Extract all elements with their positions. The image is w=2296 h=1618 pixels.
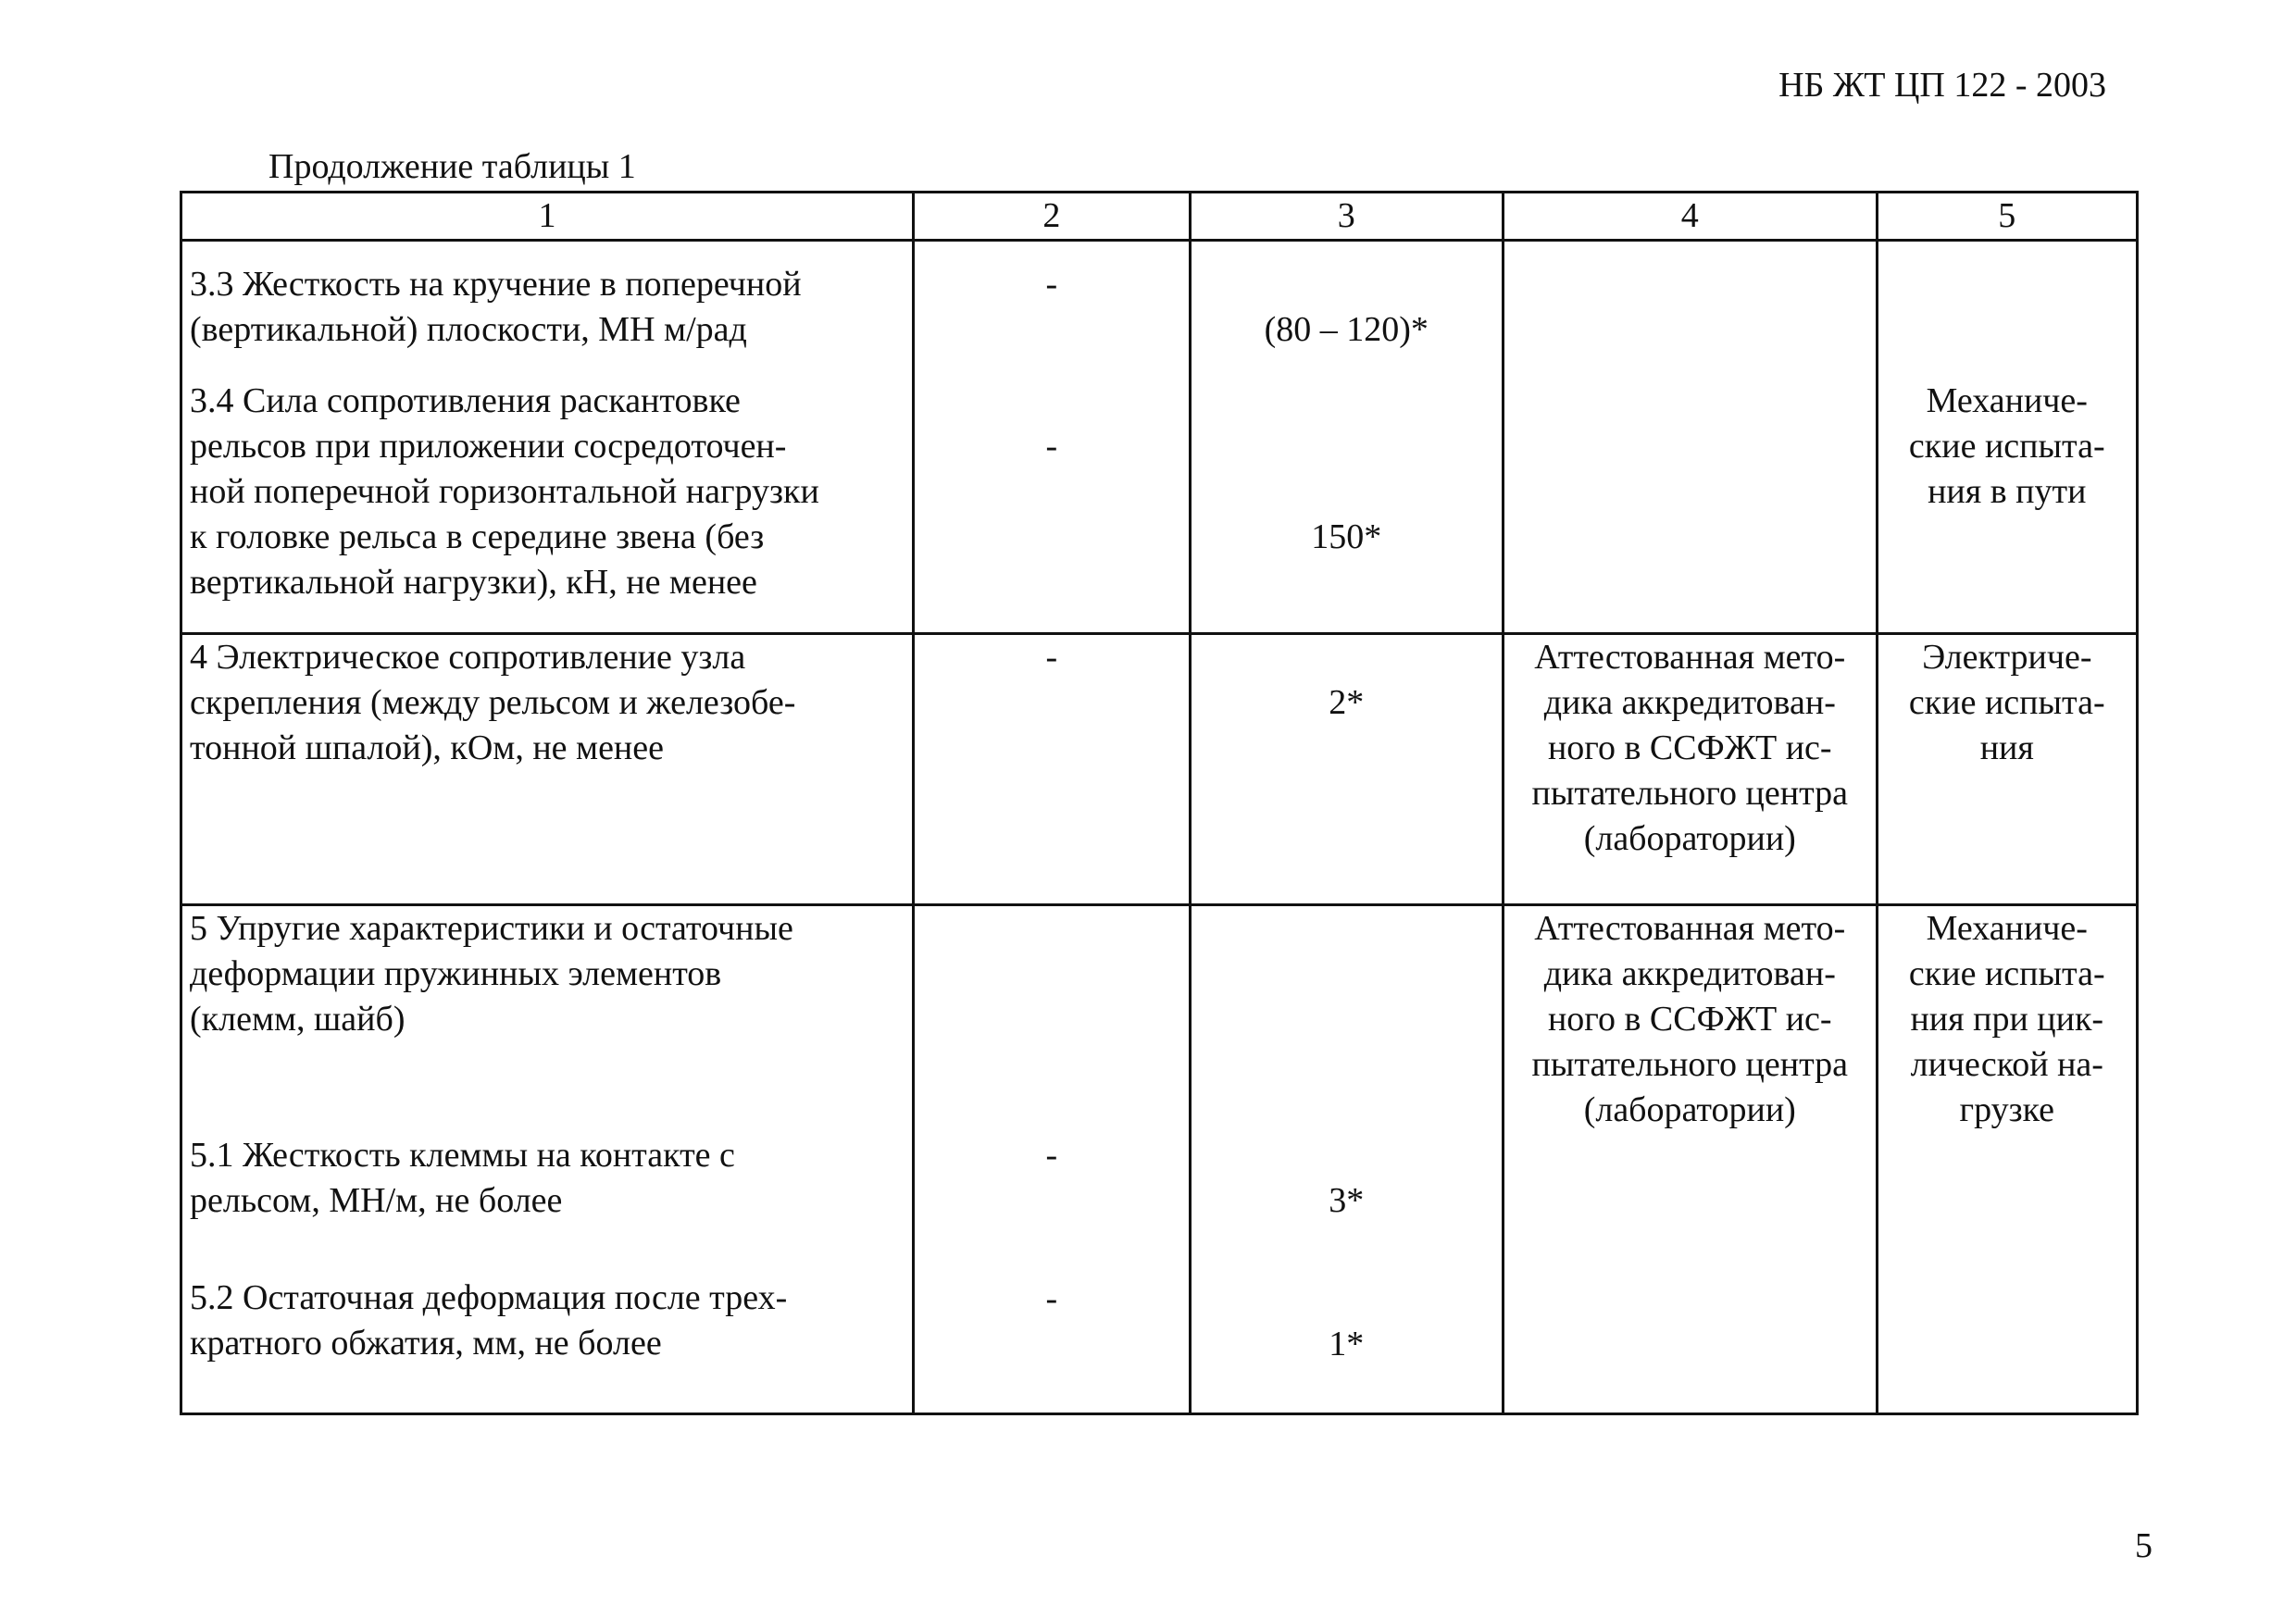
column-header-4: 4 <box>1504 193 1878 241</box>
table-row <box>181 241 2138 634</box>
row3-column2-cell: - - <box>914 905 1190 1414</box>
row3-method-cell: Аттестованная мето- дика аккредитован- ного в ССФЖТ ис- пытательного центра (лаборатории) <box>1504 905 1878 1414</box>
column-header-5: 5 <box>1877 193 2137 241</box>
table-header-row <box>181 193 2138 241</box>
row2-method-cell: Аттестованная мето- дика аккредитован- ного в ССФЖТ ис- пытательного центра (лаборатории) <box>1504 634 1878 905</box>
item-5-2: 5.2 Остаточная деформация после трех- кратного обжатия, мм, не более <box>190 1278 788 1363</box>
row2-parameter-cell: 4 Электрическое сопротивление узла скрепления (между рельсом и железобе- тонной шпалой), кОм, не менее <box>181 634 914 905</box>
item-3-4: 3.4 Сила сопротивления раскантовке рельсов при приложении сосредоточен- ной поперечной горизонтальной нагрузки к головке рельса в середине звена (без вертикальной нагрузки), кН, не менее <box>190 381 819 602</box>
item-5-1: 5.1 Жесткость клеммы на контакте с рельсом, МН/м, не более <box>190 1136 735 1220</box>
table-row <box>181 905 2138 1414</box>
table-caption: Продолжение таблицы 1 <box>268 147 636 186</box>
row2-test-type-cell: Электриче- ские испыта- ния <box>1877 634 2137 905</box>
column-header-2: 2 <box>914 193 1190 241</box>
item-3-3: 3.3 Жесткость на кручение в поперечной (вертикальной) плоскости, МН м/рад <box>190 265 802 349</box>
row1-value-cell: (80 – 120)* 150* <box>1190 241 1503 634</box>
row3-value-cell: 3* 1* <box>1190 905 1503 1414</box>
row1-column2-cell: - - <box>914 241 1190 634</box>
column-header-1: 1 <box>181 193 914 241</box>
row1-method-cell <box>1504 241 1878 634</box>
row3-parameter-cell <box>181 905 914 1414</box>
table-row <box>181 634 2138 905</box>
page-number: 5 <box>2135 1526 2152 1565</box>
row2-value-cell: 2* <box>1190 634 1503 905</box>
row2-column2-cell: - <box>914 634 1190 905</box>
row3-test-type-cell: Механиче- ские испыта- ния при цик- лической на- грузке <box>1877 905 2137 1414</box>
item-5: 5 Упругие характеристики и остаточные деформации пружинных элементов (клемм, шайб) <box>190 909 793 1039</box>
column-header-3: 3 <box>1190 193 1503 241</box>
document-code: НБ ЖТ ЦП 122 - 2003 <box>1778 66 2106 105</box>
row1-test-type-cell: Механиче- ские испыта- ния в пути <box>1877 241 2137 634</box>
specification-table <box>180 191 2139 1415</box>
row1-parameter-cell <box>181 241 914 634</box>
